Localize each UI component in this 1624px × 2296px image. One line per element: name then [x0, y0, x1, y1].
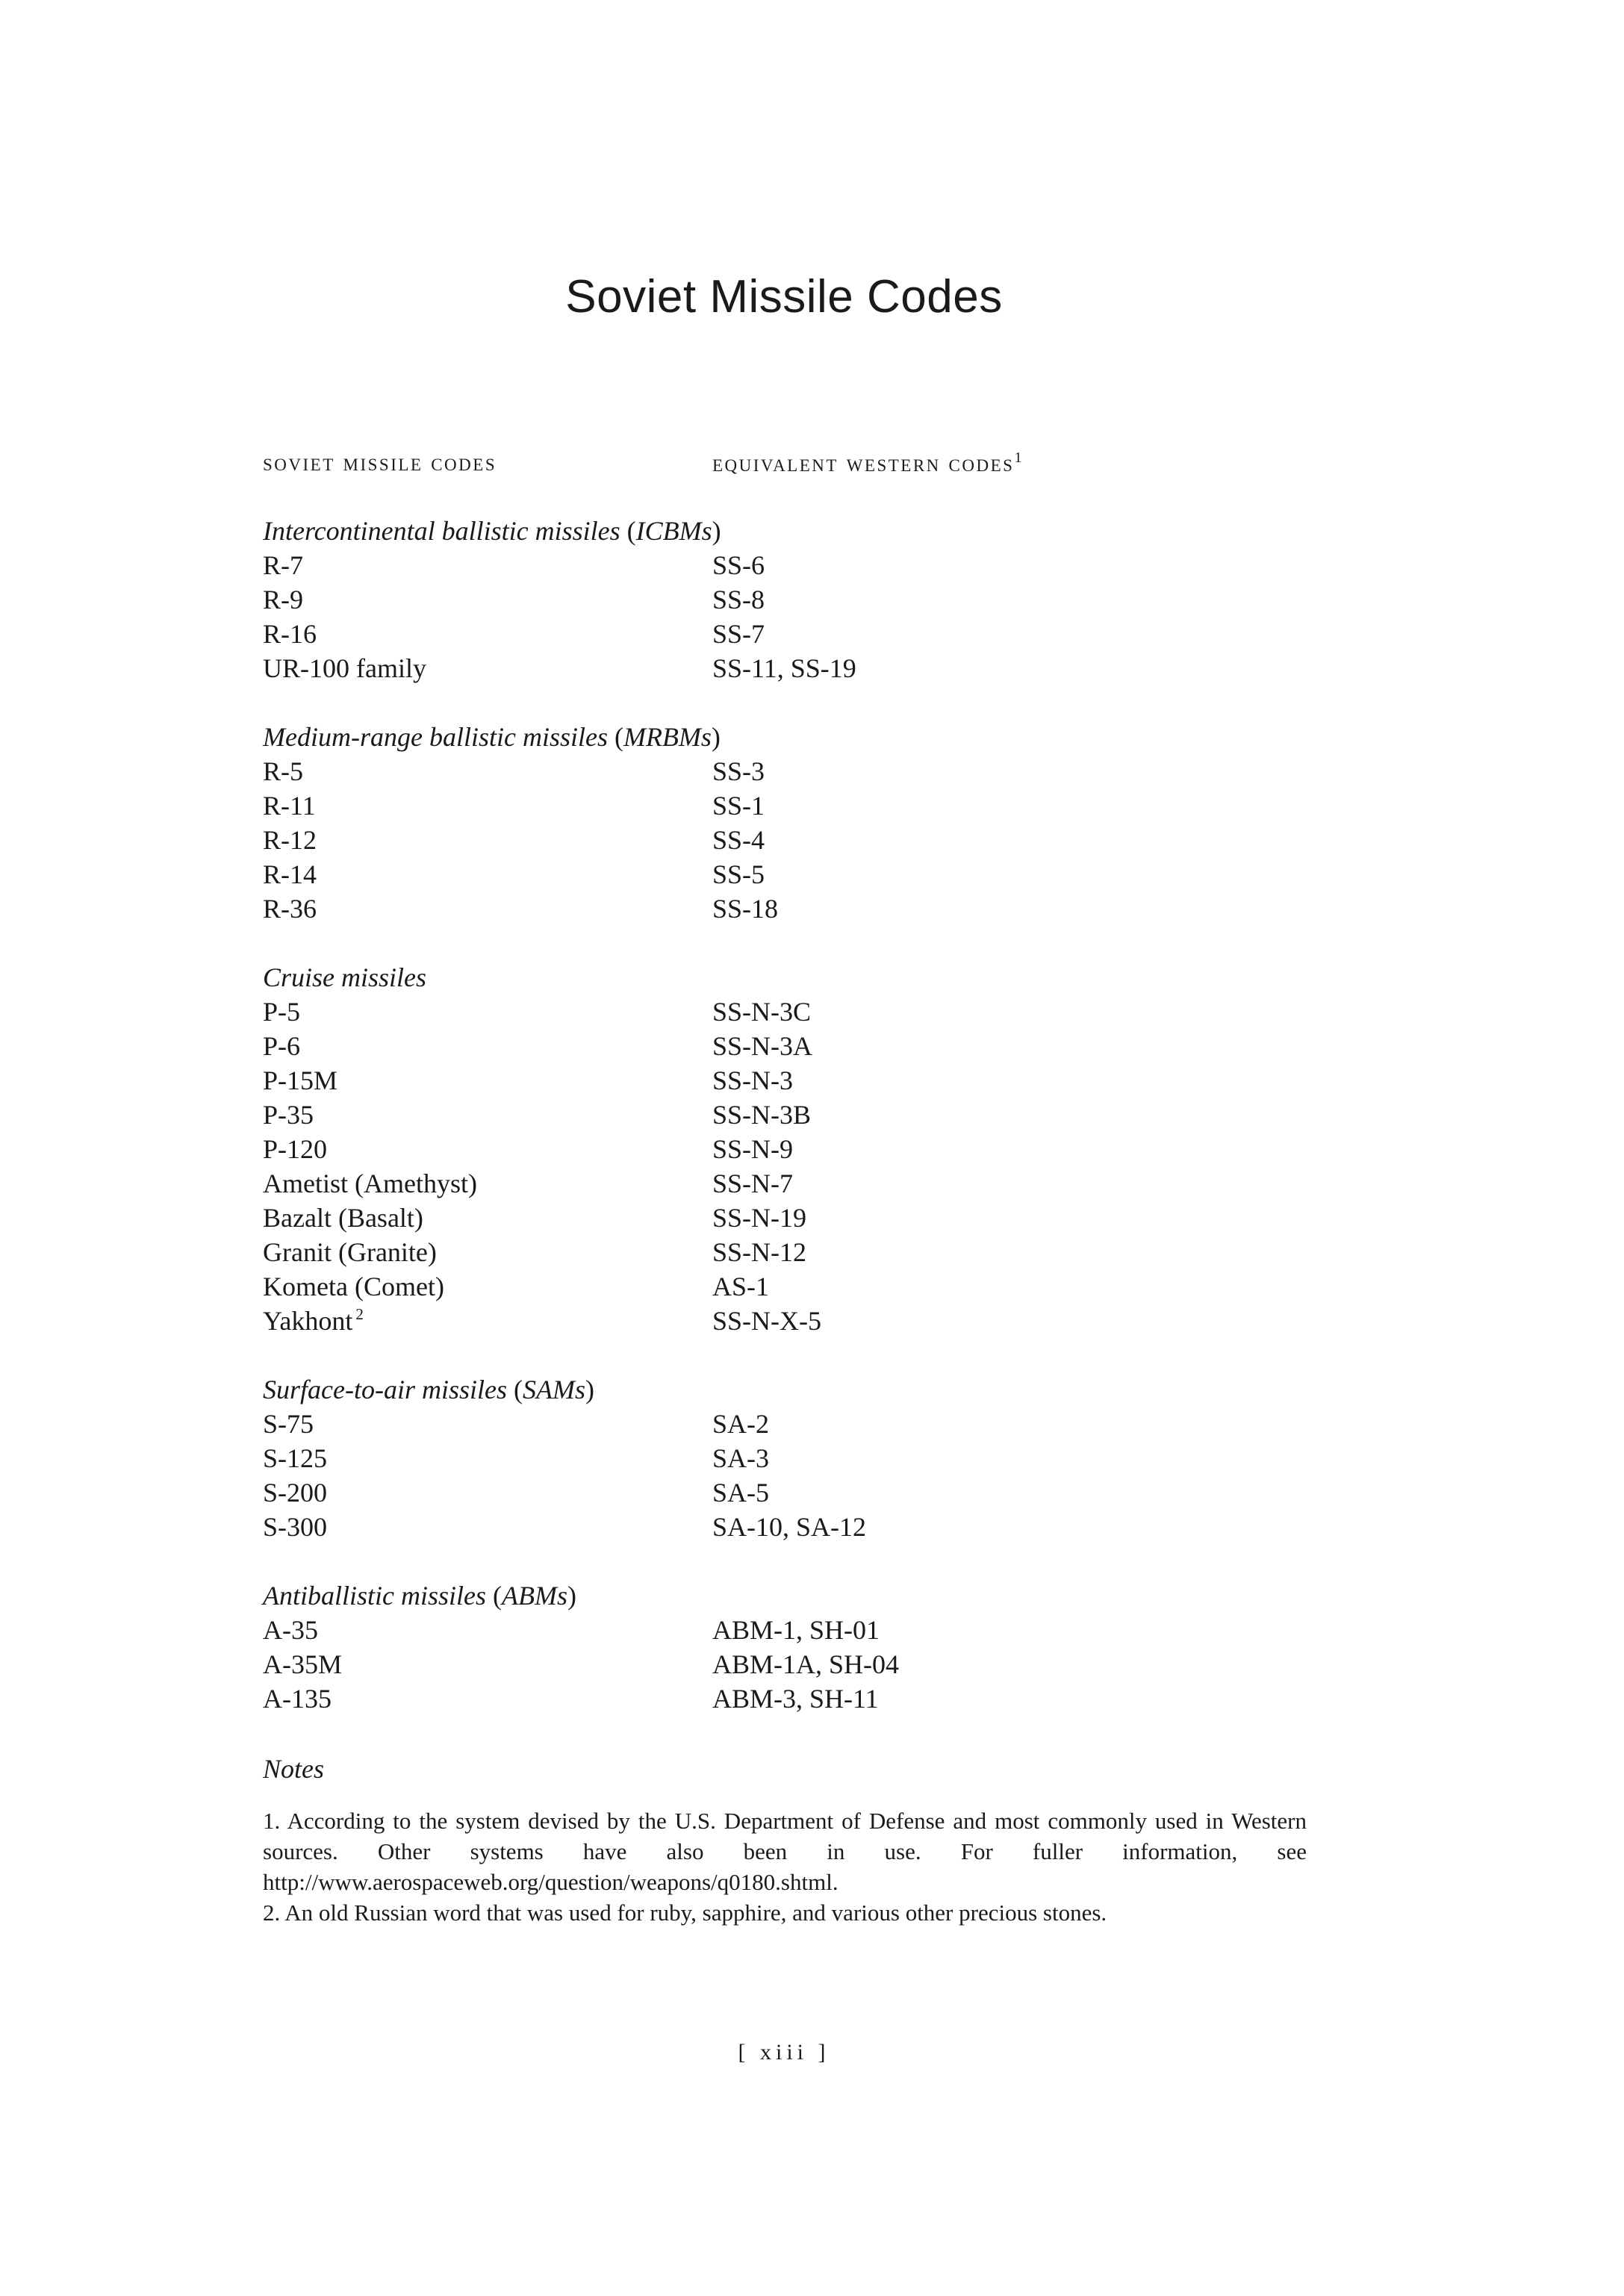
- western-code: SS-6: [712, 550, 765, 580]
- table-row: [263, 1201, 1308, 1235]
- table-row: [263, 617, 1308, 651]
- section-heading: [263, 960, 1308, 995]
- soviet-code: Ametist (Amethyst): [263, 1169, 477, 1198]
- western-code: ABM-3, SH-11: [712, 1684, 879, 1714]
- soviet-code: R-12: [263, 825, 317, 855]
- table-row: [263, 1304, 1308, 1338]
- western-code: SS-N-3C: [712, 997, 812, 1027]
- soviet-code: A-35: [263, 1615, 318, 1645]
- western-code: ABM-1A, SH-04: [712, 1649, 900, 1679]
- soviet-code-cell: [263, 823, 712, 857]
- soviet-code-cell: [263, 1063, 712, 1098]
- missile-sections: [263, 514, 1308, 1716]
- western-code: SS-8: [712, 585, 765, 615]
- soviet-code: P-35: [263, 1100, 314, 1130]
- soviet-code: R-7: [263, 550, 303, 580]
- table-row: [263, 1269, 1308, 1304]
- table-row: [263, 1063, 1308, 1098]
- soviet-code: Granit (Granite): [263, 1237, 437, 1267]
- soviet-code: UR-100 family: [263, 653, 426, 683]
- missile-section: [263, 1578, 1308, 1716]
- section-heading-title: Antiballistic missiles: [263, 1581, 487, 1611]
- soviet-code: R-14: [263, 859, 317, 889]
- western-code: ABM-1, SH-01: [712, 1615, 880, 1645]
- soviet-code: R-9: [263, 585, 303, 615]
- soviet-code: Yakhont: [263, 1306, 353, 1336]
- soviet-code: P-5: [263, 997, 301, 1027]
- footnote: 1. According to the system devised by the U.S. Department of Defense and most commonly used in Western sources. Other systems have also been in use. For fuller information, see http://www.aerospaceweb.org/question/weapons/q0180.shtml.: [263, 1808, 1307, 1895]
- soviet-code: P-120: [263, 1134, 328, 1164]
- soviet-code-cell: [263, 1647, 712, 1681]
- notes-title: Notes: [263, 1754, 325, 1784]
- soviet-code-cell: [263, 788, 712, 823]
- soviet-code-cell: [263, 1510, 712, 1544]
- missile-section: [263, 514, 1308, 685]
- soviet-code: P-6: [263, 1031, 301, 1061]
- column-header-western-label: equivalent western codes: [712, 450, 1015, 477]
- section-heading: Intercontinental ballistic missiles (ICBMs): [263, 516, 721, 546]
- western-code: SS-4: [712, 825, 765, 855]
- table-row: [263, 995, 1308, 1029]
- western-code: SS-1: [712, 791, 765, 821]
- soviet-code-cell: [263, 995, 712, 1029]
- footnote-ref-2: 2: [355, 1305, 364, 1323]
- soviet-code-cell: [263, 754, 712, 788]
- section-heading: Antiballistic missiles (ABMs): [263, 1581, 576, 1611]
- column-headers: [263, 449, 1308, 479]
- section-heading-title: Intercontinental ballistic missiles: [263, 516, 620, 546]
- western-code: SS-18: [712, 894, 779, 924]
- western-code: SS-11, SS-19: [712, 653, 856, 683]
- section-heading-title: Surface-to-air missiles: [263, 1375, 507, 1404]
- section-heading-abbr: SAMs: [522, 1375, 585, 1404]
- section-heading-abbr: ABMs: [502, 1581, 567, 1611]
- soviet-code-cell: [263, 1407, 712, 1441]
- table-row: [263, 1235, 1308, 1269]
- western-code: SS-N-3A: [712, 1031, 813, 1061]
- soviet-code: R-11: [263, 791, 316, 821]
- missile-code-table: [263, 449, 1308, 1928]
- notes-list: [263, 1805, 1307, 1928]
- western-code: SA-5: [712, 1478, 770, 1508]
- soviet-code: Kometa (Comet): [263, 1272, 444, 1301]
- table-row: [263, 651, 1308, 685]
- table-row: [263, 1613, 1308, 1647]
- soviet-code-cell: [263, 1098, 712, 1132]
- table-row: [263, 1681, 1308, 1716]
- soviet-code: S-300: [263, 1512, 328, 1542]
- section-heading-abbr: MRBMs: [623, 722, 712, 752]
- table-row: [263, 1510, 1308, 1544]
- western-code: SA-3: [712, 1443, 770, 1473]
- western-code: SS-N-9: [712, 1134, 794, 1164]
- section-heading-title: Cruise missiles: [263, 962, 427, 992]
- western-code: SS-N-19: [712, 1203, 807, 1233]
- soviet-code-cell: [263, 582, 712, 617]
- soviet-code-cell: [263, 1304, 712, 1338]
- soviet-code-cell: [263, 1475, 712, 1510]
- soviet-code: R-36: [263, 894, 317, 924]
- soviet-code: R-16: [263, 619, 317, 649]
- table-row: [263, 1407, 1308, 1441]
- table-row: [263, 892, 1308, 926]
- western-code: AS-1: [712, 1272, 770, 1301]
- soviet-code-cell: [263, 548, 712, 582]
- page-number: [ xiii ]: [738, 2040, 830, 2065]
- western-code: SA-2: [712, 1409, 770, 1439]
- section-heading: Medium-range ballistic missiles (MRBMs): [263, 722, 721, 752]
- table-row: [263, 1475, 1308, 1510]
- soviet-code: A-135: [263, 1684, 332, 1714]
- soviet-code-cell: [263, 1166, 712, 1201]
- table-row: [263, 1098, 1308, 1132]
- table-row: [263, 582, 1308, 617]
- soviet-code-cell: [263, 857, 712, 892]
- soviet-code-cell: [263, 1681, 712, 1716]
- western-code: SS-5: [712, 859, 765, 889]
- soviet-code: P-15M: [263, 1065, 338, 1095]
- column-header-soviet: soviet missile codes: [263, 449, 497, 476]
- western-code: SS-N-7: [712, 1169, 794, 1198]
- soviet-code-cell: [263, 651, 712, 685]
- table-row: [263, 1647, 1308, 1681]
- column-header-western: [712, 449, 1021, 479]
- footnote-ref-1: 1: [1014, 449, 1022, 466]
- soviet-code-cell: [263, 1201, 712, 1235]
- soviet-code: S-200: [263, 1478, 328, 1508]
- soviet-code-cell: [263, 617, 712, 651]
- missile-section: [263, 960, 1308, 1338]
- soviet-code-cell: [263, 1235, 712, 1269]
- western-code: SS-N-3: [712, 1065, 794, 1095]
- soviet-code: Bazalt (Basalt): [263, 1203, 423, 1233]
- western-code: SS-3: [712, 756, 765, 786]
- section-heading: Surface-to-air missiles (SAMs): [263, 1375, 594, 1404]
- table-row: [263, 1132, 1308, 1166]
- section-heading-title: Medium-range ballistic missiles: [263, 722, 608, 752]
- soviet-code: S-125: [263, 1443, 328, 1473]
- soviet-code-cell: [263, 892, 712, 926]
- missile-section: [263, 1372, 1308, 1544]
- missile-section: [263, 720, 1308, 926]
- page-title: Soviet Missile Codes: [565, 271, 1003, 323]
- soviet-code-cell: [263, 1029, 712, 1063]
- table-row: [263, 754, 1308, 788]
- soviet-code-cell: [263, 1132, 712, 1166]
- section-heading-abbr: ICBMs: [635, 516, 712, 546]
- western-code: SS-7: [712, 619, 765, 649]
- soviet-code: S-75: [263, 1409, 314, 1439]
- table-row: [263, 1029, 1308, 1063]
- table-row: [263, 788, 1308, 823]
- western-code: SA-10, SA-12: [712, 1512, 867, 1542]
- table-row: [263, 857, 1308, 892]
- soviet-code-cell: [263, 1441, 712, 1475]
- table-row: [263, 548, 1308, 582]
- footnote: 2. An old Russian word that was used for ruby, sapphire, and various other precious stones.: [263, 1900, 1107, 1926]
- table-row: [263, 1166, 1308, 1201]
- soviet-code: A-35M: [263, 1649, 342, 1679]
- soviet-code: R-5: [263, 756, 303, 786]
- western-code: SS-N-12: [712, 1237, 807, 1267]
- soviet-code-cell: [263, 1613, 712, 1647]
- soviet-code-cell: [263, 1269, 712, 1304]
- table-row: [263, 823, 1308, 857]
- western-code: SS-N-3B: [712, 1100, 812, 1130]
- western-code: SS-N-X-5: [712, 1306, 822, 1336]
- table-row: [263, 1441, 1308, 1475]
